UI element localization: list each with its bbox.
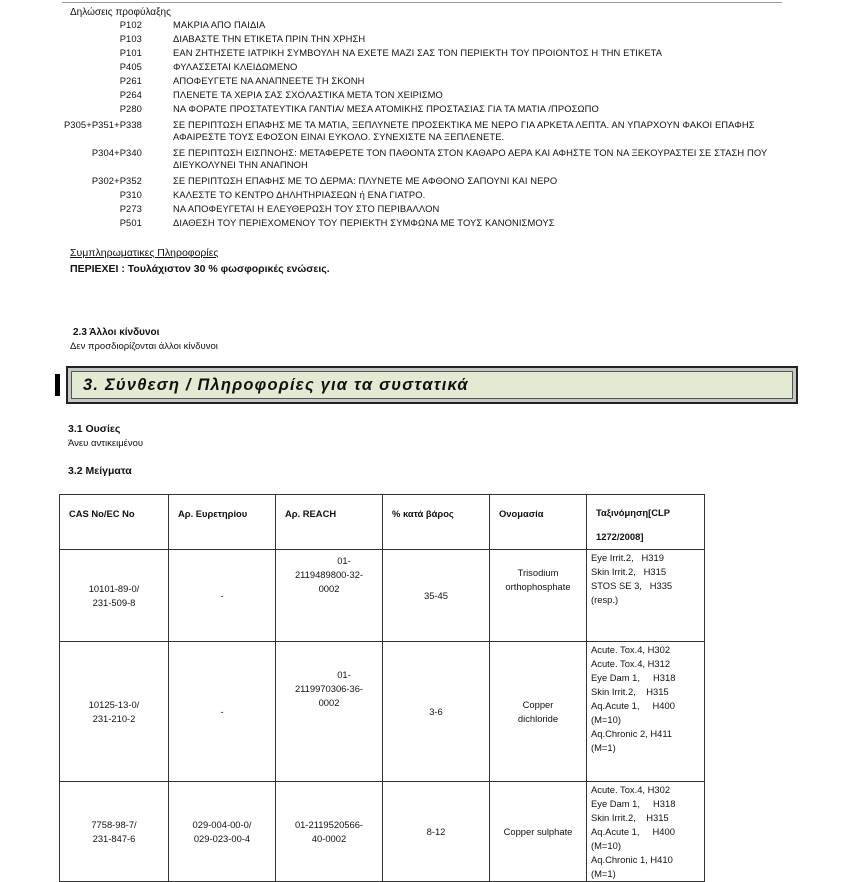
precaution-code: P102	[119, 19, 142, 30]
top-divider	[62, 2, 782, 3]
weight-cell: 8-12	[383, 782, 490, 882]
table-header-row	[60, 495, 705, 550]
classification-cell: Acute. Tox.4, H302 Eye Dam 1, H318 Skin Irrit.2, H315 Aq.Acute 1, H400 (M=10) Aq.Chronic 1, H410 (M=1)	[587, 782, 705, 882]
header-cas: CAS No/EC No	[60, 495, 169, 550]
precaution-text: ΔΙΑΘΕΣΗ ΤΟΥ ΠΕΡΙΕΧΟΜΕΝΟΥ ΤΟΥ ΠΕΡΙΕΚΤΗ ΣΥΜΦΩΝΑ ΜΕ ΤΟΥΣ ΚΑΝΟΝΙΣΜΟΥΣ	[173, 217, 555, 228]
precaution-code: P305+P351+P338	[63, 119, 142, 130]
supplementary-heading: Συμπληρωματικες Πληροφορίες	[70, 247, 219, 259]
precaution-code: P101	[119, 47, 142, 58]
section-3-1-title: 3.1 Ουσίες	[68, 423, 121, 435]
precaution-code: P405	[119, 61, 142, 72]
header-name: Ονομασία	[490, 495, 587, 550]
classification-cell: Eye Irrit.2, H319 Skin Irrit.2, H315 STOS SE 3, H335 (resp.)	[587, 550, 705, 642]
cas-cell: 7758-98-7/ 231-847-6	[60, 782, 169, 882]
cas-cell: 10101-89-0/ 231-509-8	[60, 550, 169, 642]
precaution-code: P261	[119, 75, 142, 86]
precaution-code: P302+P352	[91, 175, 142, 186]
table-row	[60, 642, 705, 782]
section-3-banner	[66, 366, 798, 404]
precaution-text: ΕΑΝ ΖΗΤΗΣΕΤΕ ΙΑΤΡΙΚΗ ΣΥΜΒΟΥΛΗ ΝΑ ΕΧΕΤΕ ΜΑΖΙ ΣΑΣ ΤΟΝ ΠΕΡΙΕΚΤΗ ΤΟΥ ΠΡΟΙΟΝΤΟΣ Η ΤΗΝ ΕΤΙΚΕΤΑ	[173, 47, 663, 58]
substance-name-cell: Copper sulphate	[490, 782, 587, 882]
section-3-banner-title: 3. Σύνθεση / Πληροφορίες για τα συστατικά	[71, 371, 793, 399]
precaution-text: ΝΑ ΑΠΟΦΕΥΓΕΤΑΙ Η ΕΛΕΥΘΕΡΩΣΗ ΤΟΥ ΣΤΟ ΠΕΡΙΒΑΛΛΟΝ	[173, 203, 440, 214]
section-2-3-title: 2.3 Άλλοι κίνδυνοι	[73, 327, 160, 338]
precaution-text: ΔΙΑΒΑΣΤΕ ΤΗΝ ΕΤΙΚΕΤΑ ΠΡΙΝ ΤΗΝ ΧΡΗΣΗ	[173, 33, 366, 44]
header-weight: % κατά βάρος	[383, 495, 490, 550]
reach-cell: 01-2119520566- 40-0002	[276, 782, 383, 882]
precaution-code: P103	[119, 33, 142, 44]
precaution-text: ΜΑΚΡΙΑ ΑΠΟ ΠΑΙΔΙΑ	[173, 19, 266, 30]
precaution-text: ΣΕ ΠΕΡΙΠΤΩΣΗ ΕΙΣΠΝΟΗΣ: ΜΕΤΑΦΕΡΕΤΕ ΤΟΝ ΠΑΘΟΝΤΑ ΣΤΟΝ ΚΑΘΑΡΟ ΑΕΡΑ ΚΑΙ ΑΦΗΣΤΕ ΤΟΝ ΝΑ ΞΕΚΟΥΡΑΣΤΕΙ ΣΕ ΣΤΑΣΗ ΠΟΥ ΔΙΕΥΚΟΛΥΝΕΙ ΤΗΝ ΑΝΑΠΝΟΗ	[173, 147, 768, 170]
index-cell: -	[169, 550, 276, 642]
precaution-code: P310	[119, 189, 142, 200]
precaution-text: ΦΥΛΑΣΣΕΤΑΙ ΚΛΕΙΔΩΜΕΝΟ	[173, 61, 298, 72]
table-row	[60, 782, 705, 882]
index-cell: -	[169, 642, 276, 782]
precaution-text: ΝΑ ΦΟΡΑΤΕ ΠΡΟΣΤΑΤΕΥΤΙΚΑ ΓΑΝΤΙΑ/ ΜΕΣΑ ΑΤΟΜΙΚΗΣ ΠΡΟΣΤΑΣΙΑΣ ΓΙΑ ΤΑ ΜΑΤΙΑ /ΠΡΟΣΩΠΟ	[173, 103, 599, 114]
reach-cell: 01- 2119489800-32- 0002	[276, 550, 383, 642]
substance-name-cell: Trisodium orthophosphate	[490, 550, 587, 642]
precaution-code: P264	[119, 89, 142, 100]
precaution-text: ΠΛΕΝΕΤΕ ΤΑ ΧΕΡΙΑ ΣΑΣ ΣΧΟΛΑΣΤΙΚΑ ΜΕΤΑ ΤΟΝ ΧΕΙΡΙΣΜΟ	[173, 89, 443, 100]
table-row	[60, 550, 705, 642]
index-cell: 029-004-00-0/ 029-023-00-4	[169, 782, 276, 882]
cas-cell: 10125-13-0/ 231-210-2	[60, 642, 169, 782]
section-3-2-title: 3.2 Μείγματα	[68, 465, 132, 477]
mixtures-table	[59, 494, 705, 882]
precaution-text: ΣΕ ΠΕΡΙΠΤΩΣΗ ΕΠΑΦΗΣ ΜΕ ΤΑ ΜΑΤΙΑ, ΞΕΠΛΥΝΕΤΕ ΠΡΟΣΕΚΤΙΚΑ ΜΕ ΝΕΡΟ ΓΙΑ ΑΡΚΕΤΑ ΛΕΠΤΑ. ΑΝ ΥΠΑΡΧΟΥΝ ΦΑΚΟΙ ΕΠΑΦΗΣ ΑΦΑΙΡΕΣΤΕ ΤΟΥΣ ΕΦΟΣΟΝ ΕΙΝΑΙ ΕΥΚΟΛΟ. ΣΥΝΕΧΙΣΤΕ ΝΑ ΞΕΠΛΕΝΕΤΕ.	[173, 119, 755, 142]
weight-cell: 3-6	[383, 642, 490, 782]
precaution-text: ΣΕ ΠΕΡΙΠΤΩΣΗ ΕΠΑΦΗΣ ΜΕ ΤΟ ΔΕΡΜΑ: ΠΛΥΝΕΤΕ ΜΕ ΑΦΘΟΝΟ ΣΑΠΟΥΝΙ ΚΑΙ ΝΕΡΟ	[173, 175, 558, 186]
precaution-text: ΑΠΟΦΕΥΓΕΤΕ ΝΑ ΑΝΑΠΝΕΕΤΕ ΤΗ ΣΚΟΝΗ	[173, 75, 365, 86]
substance-name-cell: Copper dichloride	[490, 642, 587, 782]
precaution-text: ΚΑΛΕΣΤΕ ΤΟ ΚΕΝΤΡΟ ΔΗΛΗΤΗΡΙΑΣΕΩΝ ή ΕΝΑ ΓΙΑΤΡΟ.	[173, 189, 426, 200]
reach-cell: 01- 2119970306-36- 0002	[276, 642, 383, 782]
precaution-code: P501	[119, 217, 142, 228]
section-2-3-body: Δεν προσδιορίζονται άλλοι κίνδυνοι	[70, 341, 218, 352]
precaution-code: P273	[119, 203, 142, 214]
precautionary-heading: Δηλώσεις προφύλαξης	[70, 7, 171, 18]
classification-cell: Acute. Tox.4, H302 Acute. Tox.4, H312 Eye Dam 1, H318 Skin Irrit.2, H315 Aq.Acute 1, H400 (M=10) Aq.Chronic 2, H411 (M=1)	[587, 642, 705, 782]
precaution-code: P280	[119, 103, 142, 114]
section-marker	[55, 374, 60, 396]
header-classification: Ταξινόμηση[CLP 1272/2008]	[587, 495, 705, 550]
weight-cell: 35-45	[383, 550, 490, 642]
section-3-1-body: Άνευ αντικειμένου	[68, 438, 144, 449]
contains-statement: ΠΕΡΙΕΧΕΙ : Τουλάχιστον 30 % φωσφορικές ενώσεις.	[70, 263, 330, 275]
header-reach: Αρ. REACH	[276, 495, 383, 550]
header-index: Αρ. Ευρετηρίου	[169, 495, 276, 550]
precaution-code: P304+P340	[91, 147, 142, 158]
